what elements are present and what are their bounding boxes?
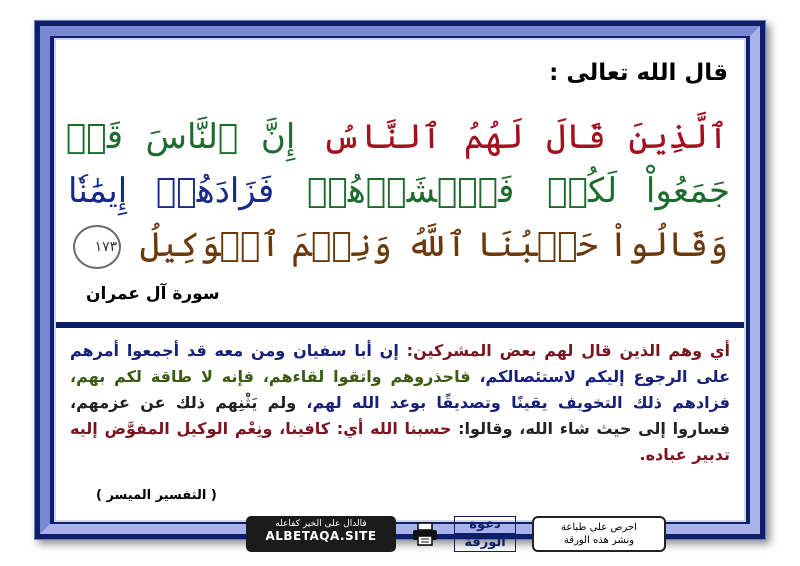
tafsir-source: ( التفسير الميسر ) (96, 488, 217, 503)
logo-line: الورقة (454, 534, 516, 552)
verse-part: وَقَالُواْ حَسۡبُنَا ٱللَّهُ (406, 225, 728, 265)
card-content (54, 38, 746, 550)
card-frame (34, 20, 766, 550)
tafsir-part: حسبنا الله أي: كافينا، ونِعْم الوكيل المفوَّض إليه تدبير عباده. (70, 419, 730, 464)
logo-line: دعوة (454, 516, 516, 534)
tafsir-part: ولم يَثْنِهم ذلك عن عزمهم، فساروا إلى حيث شاء الله، وقالوا: (70, 393, 730, 438)
verse-part: وَنِعۡمَ ٱلۡوَكِيلُ (139, 225, 392, 265)
promo-line: احرص على طباعة (561, 522, 637, 533)
verse-part: ٱلَّذِينَ قَالَ لَهُمُ ٱلنَّاسُ (321, 117, 728, 157)
quran-verses (66, 110, 730, 272)
tafsir-part: أي وهم الذين قال لهم بعض المشركين: (406, 341, 730, 360)
tafsir-part: فزادهم ذلك التخويف يقينًا وتصديقًا بوعد الله لهم، (306, 393, 730, 412)
promo-line: ونشر هذه الورقة (563, 535, 635, 546)
site-tagline: فالدال على الخير كفاعله (275, 519, 367, 529)
site-badge[interactable] (246, 516, 396, 552)
tafsir-text (70, 338, 730, 468)
surah-name: سورة آل عمران (86, 284, 220, 304)
ayah-number-ornament: ١٧٣ (73, 225, 121, 269)
section-divider (56, 322, 744, 328)
print-promo (532, 516, 666, 552)
site-url[interactable]: ALBETAQA.SITE (265, 529, 377, 543)
footer (246, 514, 666, 554)
verse-part: فَٱخۡشَوۡهُمۡ (307, 171, 515, 211)
verse-part: إِنَّ ٱلنَّاسَ قَدۡ جَمَعُواْ لَكُمۡ (66, 117, 731, 211)
heading: قال الله تعالى : (549, 60, 728, 86)
verse-part: فَزَادَهُمۡ إِيمَٰنٗا (68, 171, 275, 211)
tafsir-part: فاحذروهم واتقوا لقاءهم، فإنه لا طاقة لكم بهم، (70, 367, 471, 386)
brand-logo (454, 514, 516, 554)
tafsir-part: إن أبا سفيان ومن معه قد أجمعوا أمرهم على الرجوع إليكم لاستئصالكم، (70, 341, 731, 386)
printer-icon (412, 521, 438, 547)
